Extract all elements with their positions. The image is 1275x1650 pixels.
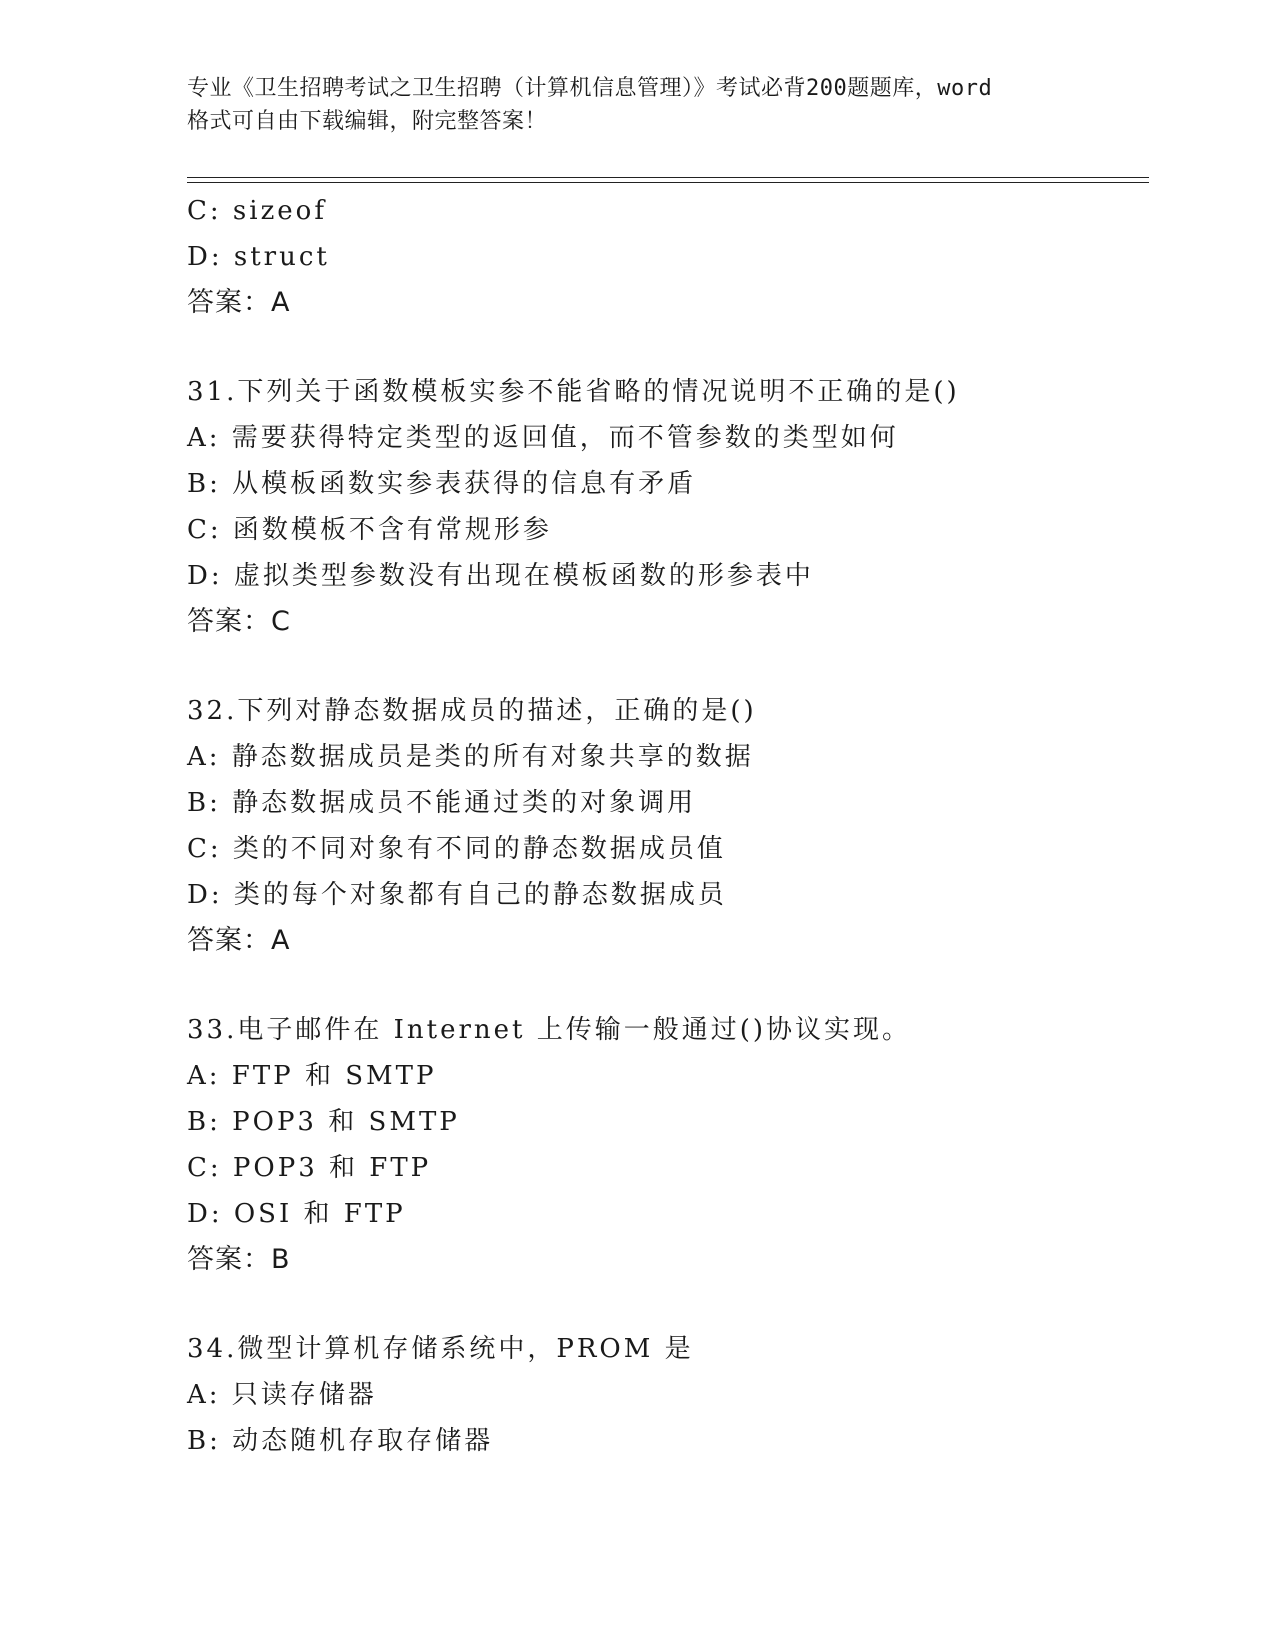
document-header [187, 72, 1087, 138]
option-b: B: 从模板函数实参表获得的信息有矛盾 [187, 469, 697, 499]
header-divider-top [187, 177, 1149, 178]
option-b: B: 静态数据成员不能通过类的对象调用 [187, 788, 697, 818]
option-c: C: sizeof [187, 196, 327, 226]
question-block-32 [187, 688, 1147, 964]
question-stem: 32.下列对静态数据成员的描述，正确的是() [187, 696, 757, 726]
answer-line: 答案：A [187, 925, 291, 956]
header-line-2: 格式可自由下载编辑，附完整答案！ [187, 109, 548, 134]
answer-line: 答案：A [187, 287, 291, 318]
option-a: A: 静态数据成员是类的所有对象共享的数据 [187, 742, 754, 772]
option-a: A: FTP 和 SMTP [187, 1061, 437, 1091]
answer-line: 答案：C [187, 606, 291, 637]
question-list [187, 188, 1147, 1464]
header-divider-bottom [187, 182, 1149, 183]
question-block-30 [187, 188, 1147, 326]
option-c: C: 类的不同对象有不同的静态数据成员值 [187, 834, 726, 864]
header-line-1: 专业《卫生招聘考试之卫生招聘（计算机信息管理）》考试必背200题题库，word [187, 76, 993, 101]
question-stem: 31.下列关于函数模板实参不能省略的情况说明不正确的是() [187, 377, 960, 407]
question-stem: 34.微型计算机存储系统中，PROM 是 [187, 1334, 694, 1364]
option-d: D: struct [187, 242, 330, 272]
option-c: C: POP3 和 FTP [187, 1153, 432, 1183]
option-c: C: 函数模板不含有常规形参 [187, 515, 552, 545]
question-block-34 [187, 1326, 1147, 1464]
option-a: A: 需要获得特定类型的返回值，而不管参数的类型如何 [187, 423, 899, 453]
option-d: D: 类的每个对象都有自己的静态数据成员 [187, 880, 727, 910]
option-d: D: 虚拟类型参数没有出现在模板函数的形参表中 [187, 561, 814, 591]
option-a: A: 只读存储器 [187, 1380, 377, 1410]
question-stem: 33.电子邮件在 Internet 上传输一般通过()协议实现。 [187, 1015, 912, 1045]
question-block-33 [187, 1007, 1147, 1283]
option-b: B: POP3 和 SMTP [187, 1107, 460, 1137]
question-block-31 [187, 369, 1147, 645]
option-d: D: OSI 和 FTP [187, 1199, 406, 1229]
option-b: B: 动态随机存取存储器 [187, 1426, 494, 1456]
answer-line: 答案：B [187, 1244, 291, 1275]
